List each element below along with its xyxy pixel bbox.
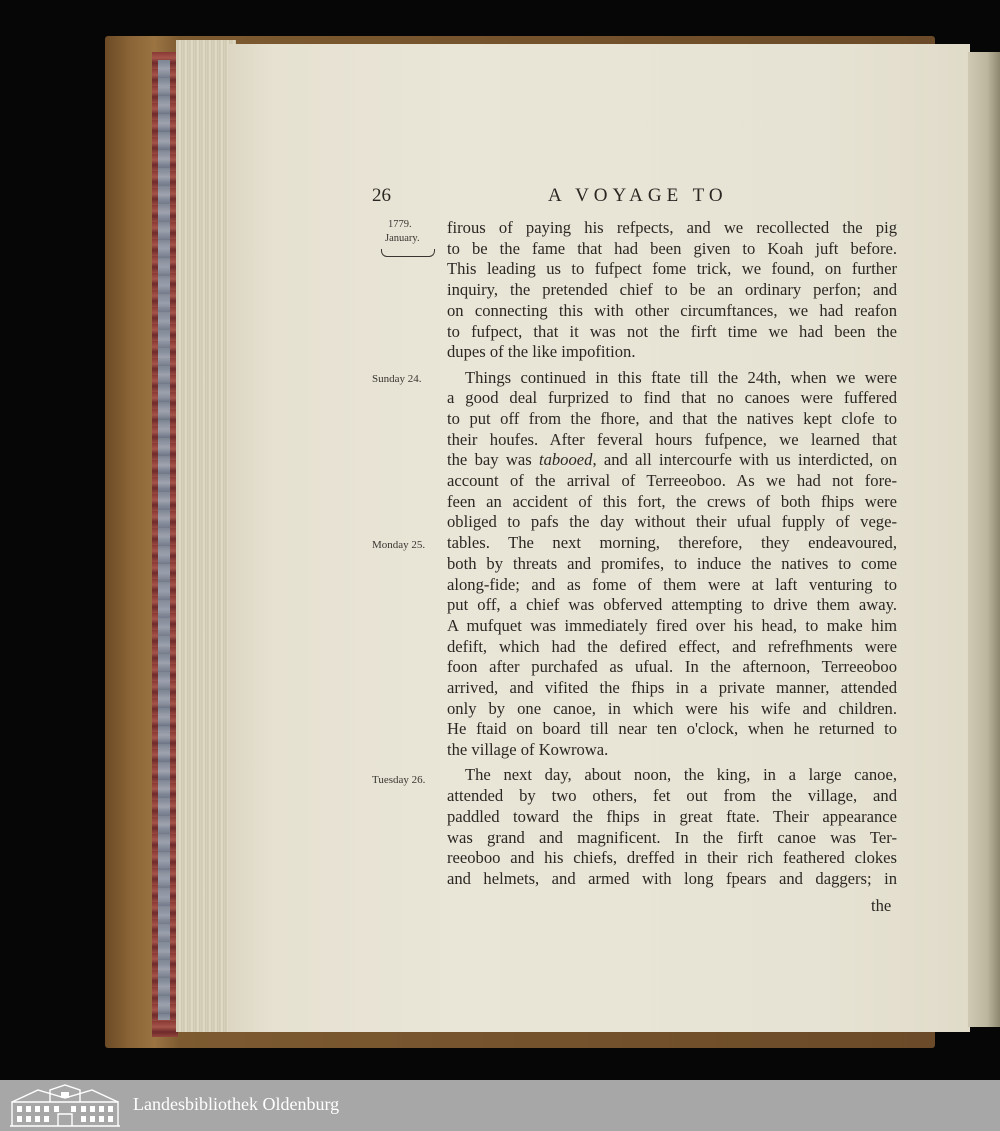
text-line: account of the arrival of Terreeoboo. As we had not fore- [447,471,897,491]
page-number: 26 [372,185,391,206]
text-line: tables. The next morning, therefore, they endeavoured, [447,533,897,553]
margin-note-monday: Monday 25. [372,539,426,551]
text-line: Things continued in this ftate till the 24th, when we were [465,367,897,387]
text-line: and helmets, and armed with long fpears and daggers; in [447,868,897,888]
text-line: a good deal furprized to find that no canoes were fuffered [447,388,897,408]
text-line: foon after purchafed as ufual. In the afternoon, Terreeoboo [447,657,897,677]
text-line: The next day, about noon, the king, in a large canoe, [465,765,897,785]
text-line: their houfes. After feveral hours fufpence, we learned that [447,429,897,449]
text-line: arrived, and vifited the fhips in a private manner, attended [447,678,897,698]
text-line: This leading us to fufpect fome trick, we found, on further [447,259,897,279]
margin-note-tuesday: Tuesday 26. [372,774,426,786]
text-line: along-fide; and as fome of them were at laft venturing to [447,574,897,594]
text-line: was grand and magnificent. In the firft canoe was Ter- [447,827,897,847]
margin-month: January. [385,233,420,244]
text-line: on connecting this with other circumftances, we had reafon [447,300,897,320]
running-title: A VOYAGE TO [548,185,728,206]
text-line: the village of Kowrowa. [447,740,609,760]
text-line: attended by two others, fet out from the village, and [447,786,897,806]
date-brace [381,249,435,257]
text-line: obliged to pafs the day without their ufual fupply of vege- [447,512,897,532]
text-line: put off, a chief was obferved attempting to drive them away. [447,595,897,615]
text-line: only by one canoe, in which were his wife and children. [447,698,897,718]
text-line: to fufpect, that it was not the firft time we had been the [447,321,897,341]
text-line: A mufquet was immediately fired over his head, to make him [447,615,897,635]
library-name: Landesbibliothek Oldenburg [133,1094,340,1114]
footer-bar [0,1080,1000,1131]
text-line: paddled toward the fhips in great ftate. Their appearance [447,806,897,826]
text-line: reeoboo and his chiefs, dreffed in their rich feathered clokes [447,848,897,868]
text-line: inquiry, the pretended chief to be an ordinary perfon; and [447,280,897,300]
text-line: dupes of the like impofition. [447,342,636,362]
text-line: defift, which had the defired effect, and refrefhments were [447,636,897,656]
text-line: the bay was tabooed, and all intercourfe with us interdicted, on [447,450,898,470]
library-building-icon [8,1084,122,1128]
text-line: firous of paying his refpects, and we recollected the pig [447,218,897,237]
text-line: He ftaid on board till near ten o'clock, when he returned to [447,719,897,739]
text-line: both by threats and promifes, to induce the natives to come [447,553,897,573]
margin-year: 1779. [388,219,412,230]
text-line: feen an accident of this fort, the crews of both fhips were [447,491,897,511]
body-text [447,218,897,890]
catchword: the [871,896,892,915]
margin-note-sunday: Sunday 24. [372,373,422,385]
text-line: to put off from the fhore, and that the natives kept clofe to [447,408,897,428]
text-line: to be the fame that had been given to Koah juft before. [447,238,897,258]
page-header [0,183,1000,211]
